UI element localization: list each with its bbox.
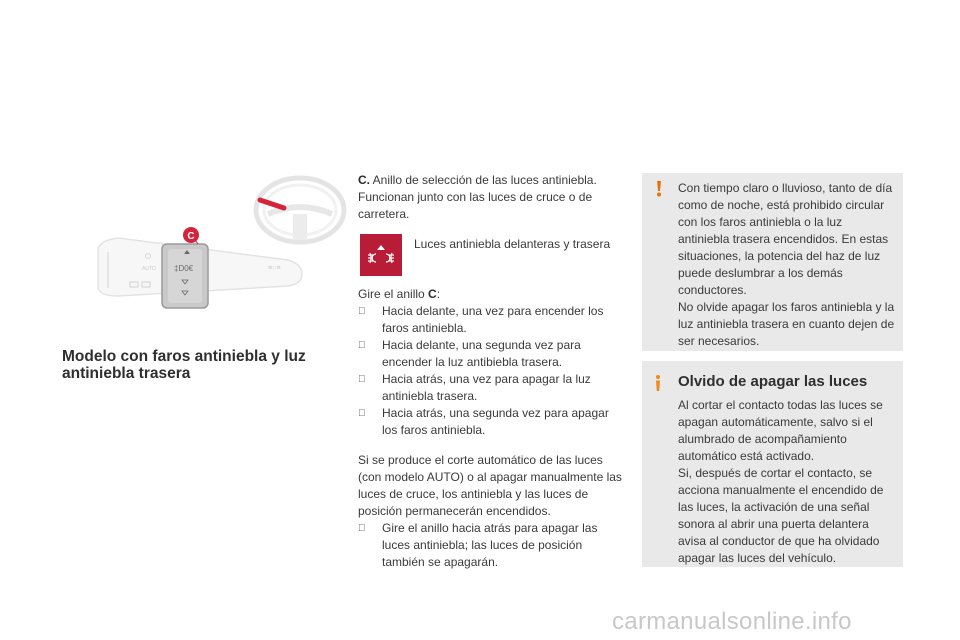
list-item bbox=[358, 303, 626, 337]
bullet-arrow-icon bbox=[358, 337, 366, 354]
info-paragraph-2: Si, después de cortar el contacto, se acciona manualmente el encendido de las luces, la activación de una señal sonora al abrir una puerta delantera avisa al conductor de que ha olvidado apagar las luces del vehículo. bbox=[678, 466, 884, 565]
list-item bbox=[358, 371, 626, 405]
callout-label: C bbox=[187, 231, 195, 242]
list-item bbox=[358, 337, 626, 371]
list-item-text: Hacia atrás, una vez para apagar la luz antiniebla trasera. bbox=[382, 372, 591, 403]
info-text bbox=[678, 397, 898, 567]
ring-c-label: C. bbox=[358, 173, 370, 187]
watermark: carmanualsonline.info bbox=[612, 608, 852, 635]
bullet-arrow-icon bbox=[358, 303, 366, 320]
bullet-arrow-icon bbox=[358, 371, 366, 388]
warning-paragraph-2: No olvide apagar los faros antiniebla y la luz antiniebla trasera en cuanto dejen de ser necesarios. bbox=[678, 300, 895, 348]
fog-lights-row bbox=[358, 234, 626, 276]
bullet-arrow-icon bbox=[358, 405, 366, 422]
auto-cutoff-list bbox=[358, 520, 626, 571]
info-title: Olvido de apagar las luces bbox=[678, 373, 868, 390]
auto-label: AUTO bbox=[142, 266, 156, 272]
turn-ring-prefix: Gire el anillo bbox=[358, 287, 429, 301]
ring-c-description bbox=[358, 172, 626, 223]
list-item-text: Hacia atrás, una segunda vez para apagar los faros antiniebla. bbox=[382, 406, 609, 437]
fog-light-stalk-illustration bbox=[88, 170, 348, 320]
info-icon bbox=[649, 374, 667, 392]
info-paragraph: Al cortar el contacto todas las luces se apagan automáticamente, salvo si el alumbrado de acompañamiento automático está activado. bbox=[678, 398, 883, 463]
svg-text:‡D0€: ‡D0€ bbox=[174, 264, 194, 273]
ring-c-text: Anillo de selección de las luces antiniebla. Funcionan junto con las luces de cruce o de carretera. bbox=[358, 173, 597, 221]
list-item-text: Hacia delante, una vez para encender los faros antiniebla. bbox=[382, 304, 604, 335]
ring-steps-list bbox=[358, 303, 626, 439]
turn-ring-label: C bbox=[428, 287, 437, 301]
warning-paragraph: Con tiempo claro o lluvioso, tanto de día como de noche, está prohibido circular con los faros antiniebla o la luz antiniebla trasera encendidos. En estas situaciones, la potencia del haz de luz puede deslumbrar a los demás conductores. bbox=[678, 181, 893, 297]
section-title: Modelo con faros antiniebla y luz antiniebla trasera bbox=[62, 348, 306, 382]
auto-cutoff-paragraph: Si se produce el corte automático de las luces (con modelo AUTO) o al apagar manualmente las luces de cruce, los antiniebla y las luces de posición permanecerán encendidos. bbox=[358, 453, 622, 518]
fog-light-stalk-illustration-icon bbox=[88, 170, 348, 320]
list-item bbox=[358, 520, 626, 571]
warning-exclamation-icon bbox=[650, 180, 668, 198]
turn-ring-intro bbox=[358, 286, 626, 303]
list-item-text: Hacia delante, una segunda vez para encender la luz antibiebla trasera. bbox=[382, 338, 581, 369]
turn-ring-suffix: : bbox=[436, 287, 441, 301]
svg-text:≡○≡: ≡○≡ bbox=[268, 265, 281, 272]
bullet-arrow-icon bbox=[358, 520, 366, 537]
list-item bbox=[358, 405, 626, 439]
main-text-column bbox=[358, 172, 626, 571]
front-rear-fog-lights-icon bbox=[360, 234, 402, 276]
fog-lights-caption: Luces antiniebla delanteras y trasera bbox=[414, 237, 611, 251]
list-item-text: Gire el anillo hacia atrás para apagar las luces antiniebla; las luces de posición también se apagarán. bbox=[382, 521, 598, 569]
warning-text bbox=[678, 180, 896, 350]
